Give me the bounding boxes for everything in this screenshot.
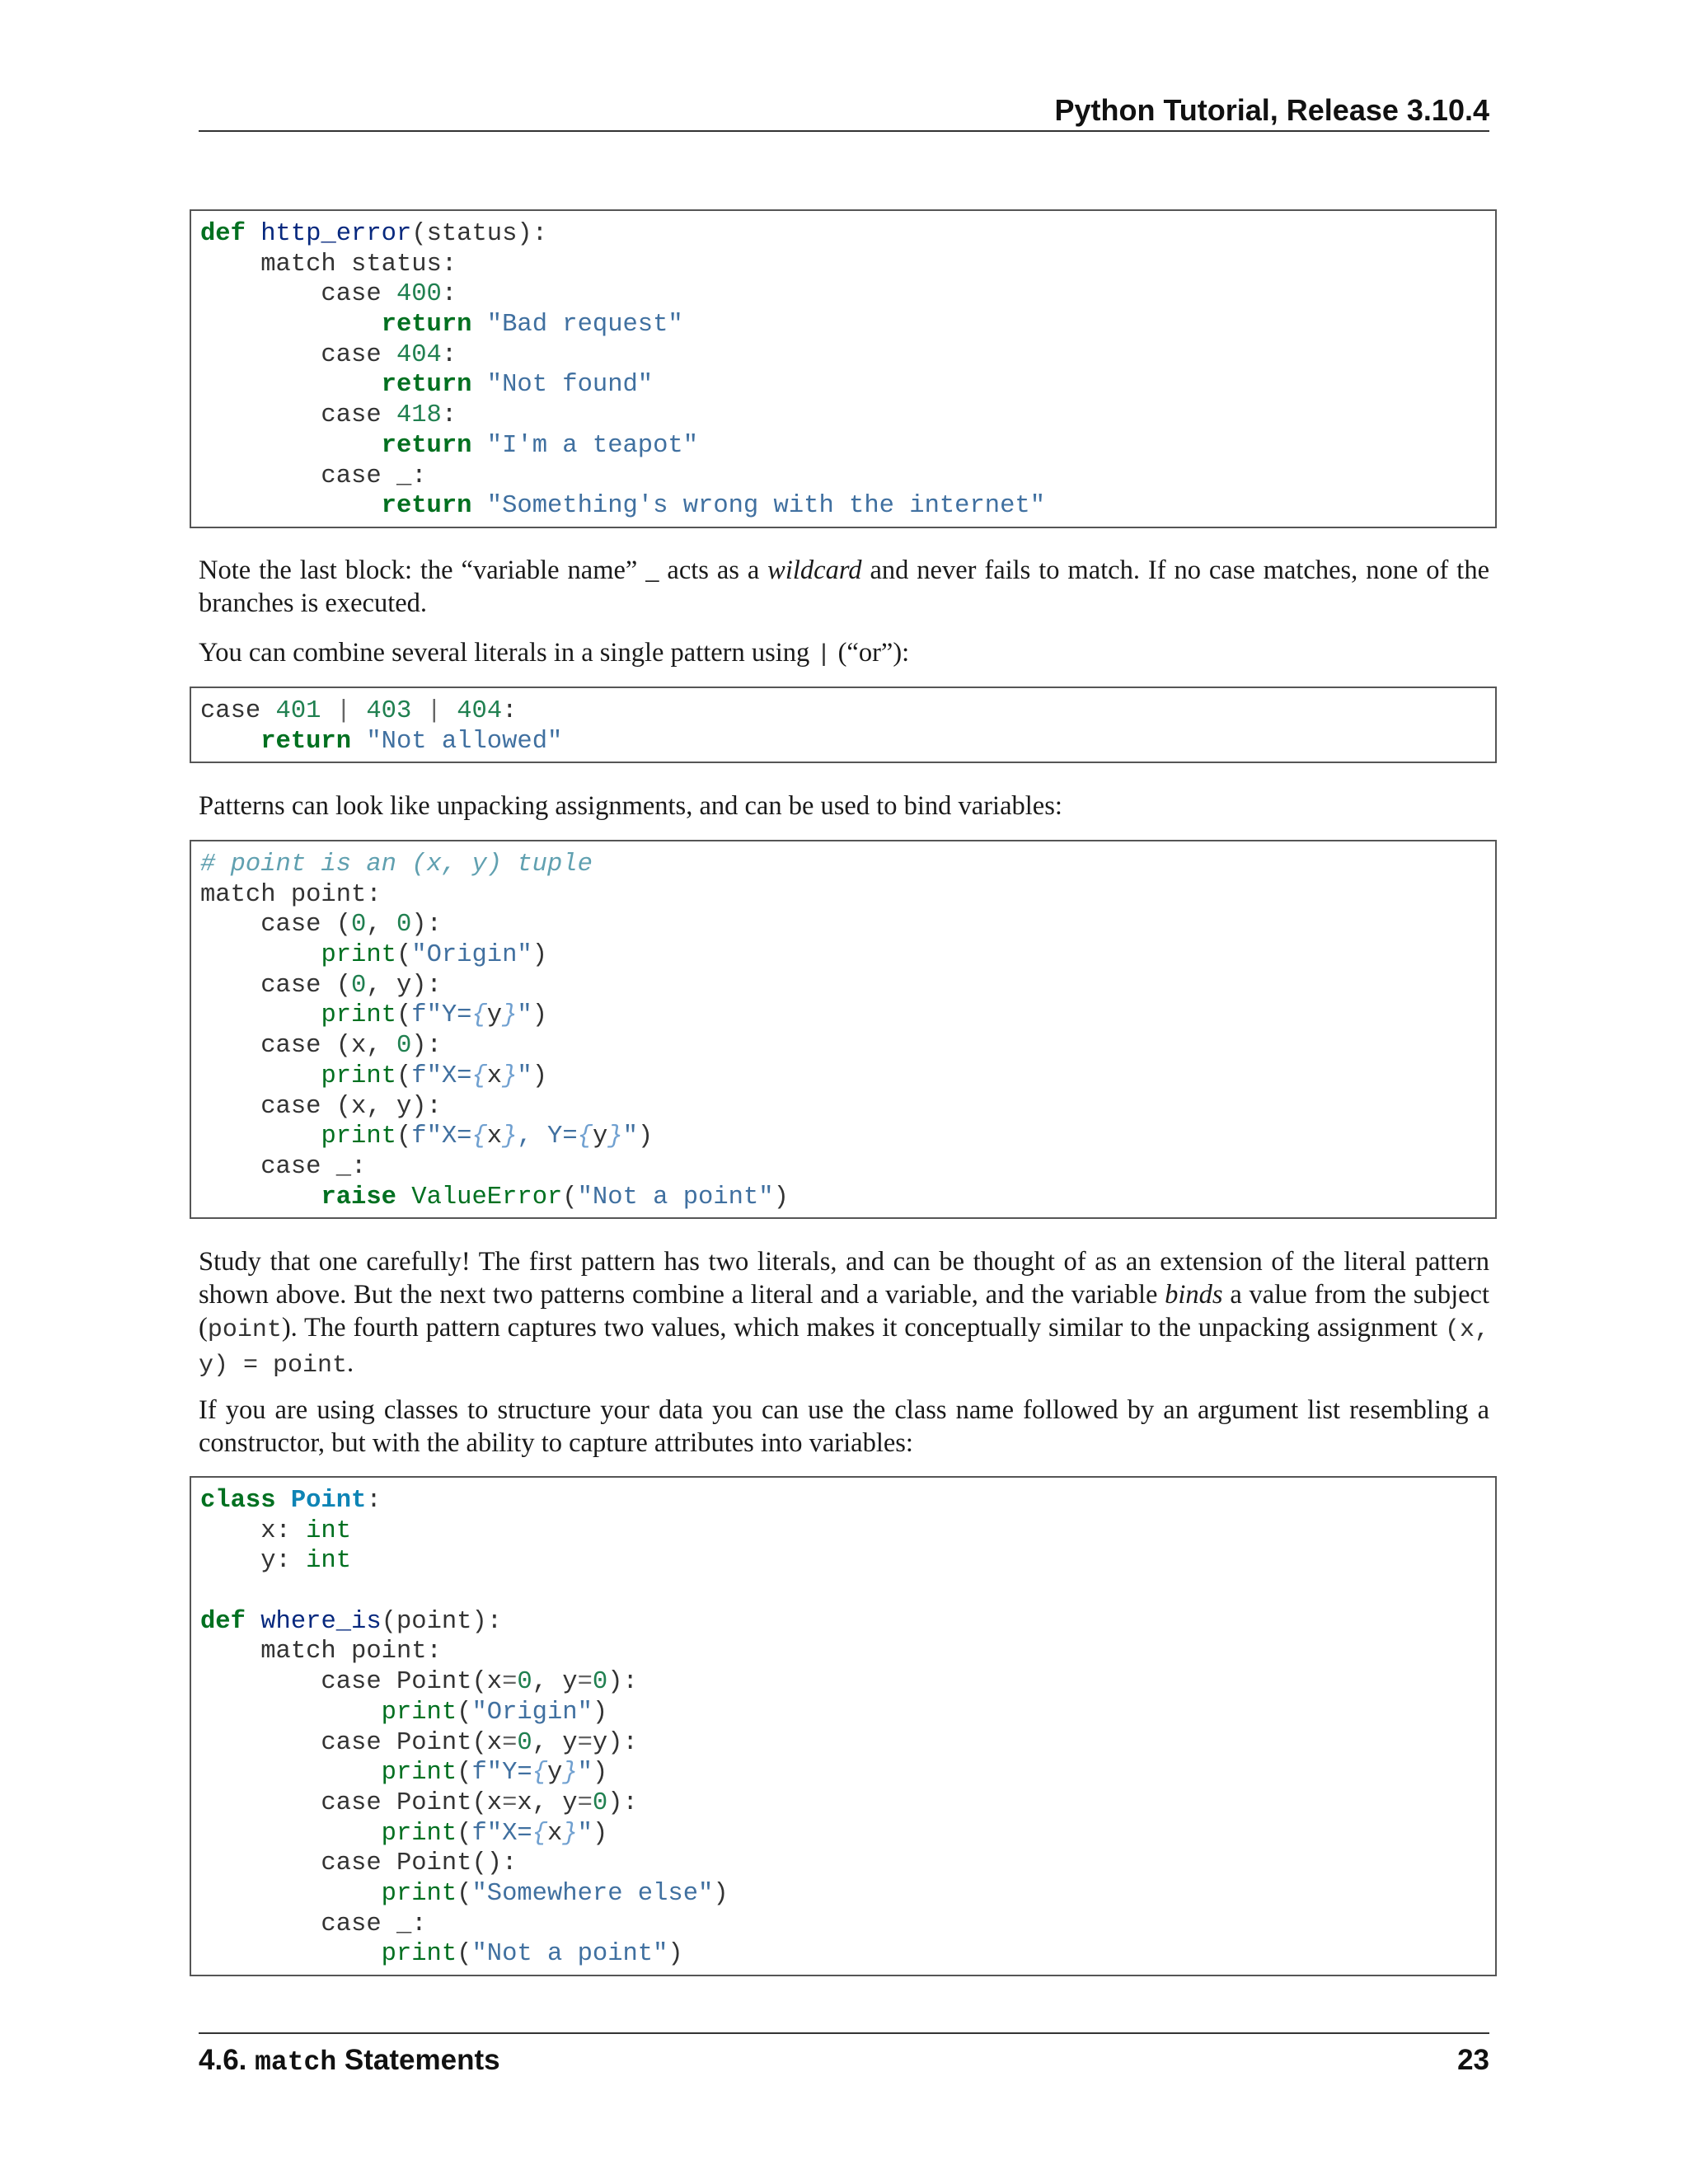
page-header (199, 89, 1489, 132)
code-token (200, 1062, 321, 1090)
code-token: , Y= (517, 1122, 578, 1151)
code-token: case (200, 340, 396, 369)
code-token: http_error (260, 220, 412, 248)
code-line (200, 1879, 1495, 1910)
code-token: 0 (592, 1788, 608, 1817)
code-line (200, 401, 1495, 431)
code-token: case (x, (200, 1032, 396, 1061)
code-token (411, 697, 426, 725)
code-line (200, 1516, 1495, 1547)
code-token: match point: (200, 1638, 442, 1666)
code-token (200, 492, 382, 520)
code-line (200, 219, 1495, 250)
code-token: def (200, 220, 246, 248)
code-token: return (381, 311, 472, 340)
code-token: 0 (517, 1728, 532, 1757)
code-token: " (577, 1759, 593, 1788)
code-block-class-point[interactable] (190, 1476, 1497, 1976)
text-run: . (347, 1348, 354, 1378)
code-token (246, 1608, 260, 1636)
code-line (200, 1758, 1495, 1788)
code-token: 0 (351, 911, 367, 940)
page-footer (199, 2032, 1489, 2083)
code-token: ( (457, 1940, 472, 1969)
code-token: , y (532, 1728, 578, 1757)
code-token: 0 (592, 1668, 608, 1697)
code-token (471, 311, 486, 339)
code-token: } (562, 1759, 578, 1788)
code-token: : (441, 340, 457, 369)
code-block-http-error[interactable] (190, 209, 1497, 528)
code-token: y: (200, 1547, 307, 1576)
code-token: = (577, 1728, 593, 1757)
code-line (200, 1788, 1495, 1819)
code-line (200, 1183, 1495, 1213)
code-token: = (502, 1728, 518, 1757)
code-token: f"X= (411, 1062, 472, 1090)
text-run: (“or”): (831, 638, 910, 668)
paragraph-classes (199, 1394, 1489, 1460)
code-token: 400 (396, 280, 442, 309)
code-token: } (502, 1062, 518, 1090)
code-token (200, 1820, 382, 1848)
code-line (200, 431, 1495, 462)
code-token: = (502, 1668, 518, 1697)
code-token: int (306, 1516, 352, 1545)
code-token (471, 432, 486, 460)
code-token: case (200, 697, 276, 725)
code-token (200, 1940, 382, 1968)
code-token: print (381, 1759, 457, 1788)
code-token (200, 1880, 382, 1908)
code-token: case _: (200, 462, 427, 490)
code-token: } (502, 1122, 518, 1151)
code-token (351, 728, 366, 756)
code-token: ) (532, 941, 548, 970)
code-token (351, 697, 366, 725)
section-number: 4.6. (199, 2044, 247, 2076)
code-token: } (607, 1122, 623, 1151)
code-line (200, 1728, 1495, 1759)
code-line (200, 1607, 1495, 1638)
code-token: f"X= (411, 1122, 472, 1151)
paragraph-unpacking (199, 790, 1489, 823)
emphasis-text: binds (1165, 1280, 1223, 1310)
code-token: ) (668, 1940, 683, 1969)
code-token: { (471, 1122, 487, 1151)
code-token: case ( (200, 911, 352, 940)
code-token: print (381, 1819, 457, 1848)
code-token: } (502, 1001, 518, 1030)
paragraph-wildcard-note (199, 554, 1489, 620)
code-token (200, 728, 260, 756)
running-title: Python Tutorial, Release 3.10.4 (1054, 93, 1489, 127)
code-token: x (486, 1062, 503, 1090)
code-token (200, 371, 382, 399)
code-line (200, 1031, 1495, 1062)
text-run: a value from the subject ( (199, 1280, 1489, 1343)
code-line (200, 1939, 1495, 1970)
code-token: return (260, 727, 352, 756)
code-line (200, 1667, 1495, 1698)
code-token: ): (411, 1032, 442, 1061)
code-token (200, 311, 382, 339)
code-token: } (562, 1819, 578, 1848)
code-token: " (517, 1001, 532, 1030)
code-line (200, 1062, 1495, 1092)
code-line (200, 1819, 1495, 1849)
emphasis-text: wildcard (767, 555, 862, 585)
code-token: "Origin" (471, 1698, 593, 1727)
code-line (200, 462, 1495, 492)
code-token: case _: (200, 1910, 427, 1938)
code-line (200, 1152, 1495, 1183)
code-token: x: (200, 1516, 307, 1545)
code-token (200, 1122, 321, 1151)
inline-code: | (816, 641, 832, 669)
code-token: 0 (517, 1668, 532, 1697)
code-token: { (532, 1759, 547, 1788)
code-token: print (321, 941, 396, 970)
code-token: { (577, 1122, 593, 1151)
code-token: (status): (411, 220, 547, 248)
code-token: return (381, 371, 472, 400)
paragraph-combine-literals (199, 636, 1489, 672)
code-line (200, 1546, 1495, 1577)
code-token: f"X= (471, 1819, 532, 1848)
code-token: match status: (200, 250, 457, 279)
code-token: case ( (200, 971, 352, 1000)
code-token: 0 (351, 971, 367, 1000)
code-token: 0 (396, 911, 412, 940)
code-token: int (306, 1547, 352, 1576)
text-run: ). The fourth pattern captures two values, which makes it conceptually similar to the unpacking assignment (281, 1313, 1445, 1343)
code-token: x (486, 1122, 503, 1151)
page-number: 23 (1457, 2044, 1489, 2076)
code-token: ( (396, 1062, 412, 1090)
text-run: and never fails to match. If no case matches, none of the branches is executed. (199, 555, 1489, 618)
code-token (471, 492, 486, 520)
code-token: print (321, 1122, 396, 1151)
code-line (200, 340, 1495, 371)
code-token: x, y (517, 1788, 578, 1817)
code-token: ): (411, 911, 442, 940)
code-token: 404 (457, 697, 503, 725)
code-block-or-pattern[interactable] (190, 687, 1497, 763)
code-block-point-tuple[interactable] (190, 840, 1497, 1219)
code-line (200, 971, 1495, 1001)
code-token: ( (396, 941, 412, 970)
code-line (200, 1910, 1495, 1940)
code-token: print (381, 1879, 457, 1908)
code-token: : (366, 1487, 382, 1515)
text-run: acts as a (659, 555, 768, 585)
code-token: case Point(x (200, 1728, 503, 1757)
text-run: If you are using classes to structure your data you can use the class name followed by an argument list resembling a constructor, but with the ability to capture attributes into variables: (199, 1395, 1489, 1458)
code-token: ( (457, 1698, 472, 1727)
code-token: def (200, 1607, 246, 1636)
code-token (396, 1183, 411, 1212)
code-token: : (441, 401, 457, 430)
code-line (200, 910, 1495, 940)
code-token: "Bad request" (486, 311, 683, 340)
code-token (200, 1759, 382, 1787)
code-token: ) (637, 1122, 654, 1151)
code-token: ( (457, 1879, 472, 1908)
code-token: # point is an (x, y) tuple (200, 851, 593, 879)
code-token: { (471, 1001, 487, 1030)
code-token: 403 (366, 697, 412, 725)
code-token: print (321, 1062, 396, 1090)
code-line (200, 370, 1495, 401)
code-token: f"Y= (471, 1759, 532, 1788)
inline-code: point (207, 1316, 282, 1344)
code-token: where_is (260, 1607, 382, 1636)
code-line (200, 310, 1495, 340)
code-token (471, 371, 486, 399)
code-line (200, 727, 1495, 757)
code-token: "Something's wrong with the internet" (486, 492, 1045, 521)
code-token: case (x, y): (200, 1092, 442, 1121)
code-token: 401 (275, 697, 321, 725)
code-token (276, 1487, 291, 1515)
code-token: ( (457, 1759, 472, 1788)
code-token (200, 1699, 382, 1727)
code-token: | (335, 697, 352, 725)
code-token: y (547, 1759, 563, 1788)
code-token: " (517, 1062, 532, 1090)
code-token: case _: (200, 1152, 367, 1181)
code-token (442, 697, 457, 725)
code-token: (point): (381, 1607, 503, 1636)
code-token: print (381, 1698, 457, 1727)
code-token: ): (607, 1668, 638, 1697)
code-token: class (200, 1487, 276, 1515)
code-token: = (577, 1788, 593, 1817)
section-title: Statements (344, 2044, 500, 2076)
code-token: "Not a point" (471, 1940, 668, 1969)
code-token: 418 (396, 401, 442, 430)
code-token: "I'm a teapot" (486, 431, 699, 460)
code-token: = (577, 1668, 593, 1697)
code-line (200, 250, 1495, 280)
code-token: "Somewhere else" (471, 1879, 714, 1908)
code-token: "Origin" (411, 941, 532, 970)
code-token (200, 941, 321, 969)
code-token: ): (607, 1788, 638, 1817)
code-token: | (426, 697, 442, 725)
code-token: raise (321, 1183, 396, 1212)
code-token: ( (396, 1001, 412, 1030)
code-token: , y): (366, 971, 442, 1000)
code-token (200, 432, 382, 460)
code-token: "Not allowed" (366, 727, 563, 756)
code-token: f"Y= (411, 1001, 472, 1030)
code-token: y): (592, 1728, 638, 1757)
code-token: ) (532, 1062, 548, 1090)
code-token: ) (592, 1759, 608, 1788)
code-line (200, 696, 1495, 727)
code-token: return (381, 492, 472, 521)
code-token: ) (773, 1183, 789, 1212)
text-run: Patterns can look like unpacking assignments, and can be used to bind variables: (199, 791, 1062, 821)
code-token: match point: (200, 880, 382, 909)
code-token (200, 1183, 321, 1212)
code-token: ( (396, 1122, 412, 1151)
code-token: ) (713, 1879, 729, 1908)
code-token: ( (562, 1183, 578, 1212)
text-run: You can combine several literals in a single pattern using (199, 638, 817, 668)
code-token: " (577, 1819, 593, 1848)
code-line (200, 1486, 1495, 1516)
code-token: 0 (396, 1032, 412, 1061)
code-token: 404 (396, 340, 442, 369)
code-token: , y (532, 1668, 578, 1697)
code-token: ) (532, 1001, 548, 1030)
code-token: case Point(): (200, 1849, 518, 1878)
code-token: " (622, 1122, 638, 1151)
code-token: , (366, 911, 396, 940)
code-line (200, 279, 1495, 310)
code-token: x (547, 1819, 563, 1848)
code-token: y (592, 1122, 608, 1151)
code-token: : (441, 280, 457, 309)
code-token: ) (592, 1819, 608, 1848)
code-token: print (321, 1001, 396, 1030)
code-token: Point (290, 1487, 367, 1515)
code-line (200, 1849, 1495, 1879)
text-run: Note the last block: the “variable name” (199, 555, 646, 585)
code-line (200, 1637, 1495, 1667)
code-token: { (471, 1062, 487, 1090)
code-token: ValueError (411, 1183, 563, 1212)
section-keyword: match (255, 2047, 337, 2078)
code-token: case Point(x (200, 1788, 503, 1817)
code-line (200, 1122, 1495, 1152)
text-run: Study that one carefully! The first pattern has two literals, and can be thought of as an extension of the literal pattern shown above. But the next two patterns combine a literal and a variable, and the variable (199, 1247, 1489, 1310)
text-run: _ (645, 555, 659, 585)
code-token: { (532, 1819, 547, 1848)
code-token: case (200, 280, 396, 309)
code-token: print (381, 1940, 457, 1969)
code-token: = (502, 1788, 518, 1817)
code-token: case Point(x (200, 1668, 503, 1697)
code-line (200, 1001, 1495, 1031)
code-token (200, 1001, 321, 1029)
code-token: "Not a point" (577, 1183, 774, 1212)
code-line (200, 1577, 1495, 1607)
code-token: ) (592, 1698, 608, 1727)
code-line (200, 880, 1495, 911)
code-line (200, 850, 1495, 880)
code-line (200, 1092, 1495, 1122)
section-label (199, 2041, 500, 2083)
code-token (246, 220, 260, 248)
code-token (321, 697, 335, 725)
code-line (200, 940, 1495, 971)
code-token: "Not found" (486, 371, 654, 400)
code-line (200, 1698, 1495, 1728)
code-token: ( (457, 1819, 472, 1848)
code-token: case (200, 401, 396, 430)
inline-code: (x, y) = point (199, 1316, 1489, 1380)
code-token: return (381, 431, 472, 460)
code-token: y (486, 1001, 503, 1030)
paragraph-study-carefully (199, 1245, 1489, 1382)
code-token: : (502, 697, 518, 725)
code-line (200, 491, 1495, 522)
